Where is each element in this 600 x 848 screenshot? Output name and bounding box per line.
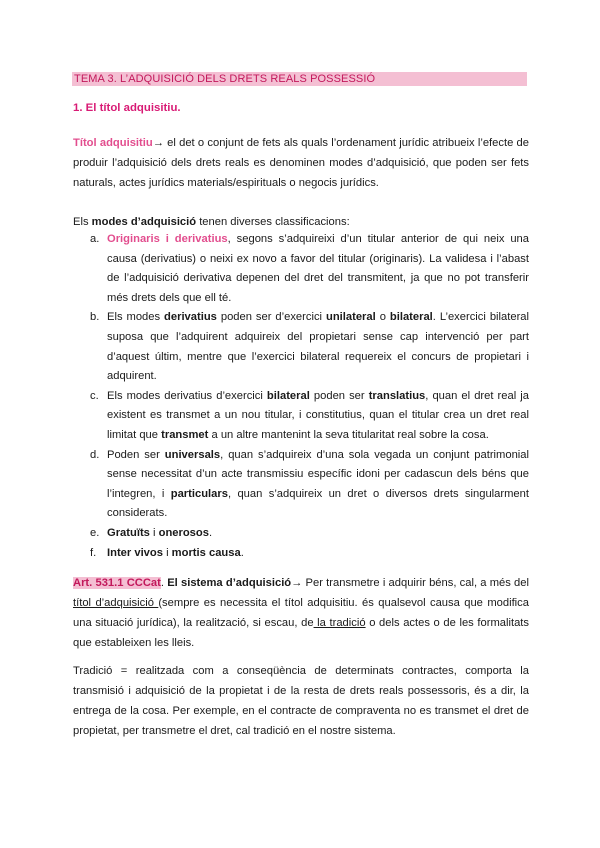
item-text: , quan s’adquireix d’una sola vegada un conjunt patrimonial sense necessitat d’un acte transmissiu específic idoni per cadascun dels béns que l’integren, i (107, 448, 529, 500)
item-text: . (240, 546, 244, 559)
underlined-term: la tradició (313, 617, 366, 629)
bold-term: translatius (368, 389, 426, 402)
item-text: Els modes (107, 311, 165, 324)
item-text: . (160, 577, 168, 589)
item-text: , quan el dret real ja existent es transmet a un nou titular, i constitutius, quan el titular crea un dret real limitat que (107, 389, 529, 441)
bold-term: bilateral (389, 311, 433, 324)
item-text: poden ser d’exercici (216, 311, 326, 324)
item-text: o dels actes o de les formalitats que estableixen les lleis. (73, 617, 530, 649)
paragraph-article (73, 573, 529, 653)
bold-term: particulars (170, 487, 228, 500)
list-item (73, 524, 529, 544)
classifications-intro (73, 212, 350, 232)
item-text: . L’exercici bilateral suposa que l’adquirent adquireix del propietari sense cap intervenció per part d’aquest últim, mentre que l’exercici bilateral requereix el concurs de propietari i adquirent. (107, 311, 530, 383)
classification-list (73, 230, 529, 563)
bold-term: Inter vivos (107, 546, 163, 559)
item-text: (sempre es necessita el títol adquisitiu. és qualsevol causa que modifica una situació jurídica), la realització, si escau, de (73, 597, 529, 629)
paragraph-text: el det o conjunt de fets als quals l’ordenament jurídic atribueix l’efecte de produir l’adquisició dels drets reals es denominen modes d’adquisició, que poden ser fets naturals, actes jurídics materials/espirituals o negocis jurídics. (73, 137, 529, 189)
list-item (73, 308, 529, 386)
item-text: o (375, 311, 390, 324)
intro-text-end: tenen diverses classificacions: (196, 216, 350, 228)
item-text: Els modes derivatius d’exercici (107, 389, 267, 402)
list-marker: e. (90, 526, 100, 539)
bold-term: unilateral (326, 311, 376, 324)
intro-bold-term: modes d’adquisició (91, 216, 197, 228)
list-item (73, 544, 529, 564)
section-heading: 1. El títol adquisitiu. (73, 102, 181, 114)
bold-term: Gratuïts (107, 526, 150, 539)
arrow-glyph: → (152, 137, 164, 149)
list-marker: d. (90, 448, 100, 461)
item-text: , quan s’adquireix un dret o diversos drets singularment considerats. (107, 487, 529, 520)
bold-term: universals (164, 448, 221, 461)
item-text: Poden ser (107, 448, 165, 461)
item-text: Per transmetre i adquirir béns, cal, a més del (302, 577, 529, 589)
item-text: . (208, 526, 213, 539)
bold-term: bilateral (266, 389, 310, 402)
term-originaris: Originaris i derivatius (107, 233, 228, 245)
bold-term: transmet (161, 428, 209, 441)
list-marker: c. (90, 389, 99, 402)
term-titol-adquisitiu: Títol adquisitiu (73, 137, 153, 149)
topic-title: TEMA 3. L’ADQUISICIÓ DELS DRETS REALS POSSESSIÓ (72, 72, 527, 86)
paragraph-tradicio: Tradició = realitzada com a conseqüència de determinats contractes, comporta la transmisió i adquisició de la propietat i de la resta de drets reals possessoris, és a dir, la entrega de la cosa. Per exemple, en el contracte de compraventa no es transmet el dret de propietat, per transmetre el dret, cal tradició en el nostre sistema. (73, 665, 529, 737)
intro-text: Els (73, 216, 92, 228)
item-text: poden ser (309, 389, 369, 402)
list-item (73, 230, 529, 308)
item-text: i (149, 526, 159, 539)
bold-term: derivatius (164, 311, 217, 324)
bold-term: onerosos (158, 526, 209, 539)
list-marker: a. (90, 233, 100, 245)
arrow-glyph: → (291, 577, 303, 589)
underlined-term: títol d’adquisició (73, 597, 159, 609)
item-text: i (162, 546, 172, 559)
item-text: , segons s’adquireixi d’un titular anterior de qui neix una causa (derivatius) o neixi ex novo a favor del titular (originaris). La validesa i l’abast de l’adquisició derivativa depenen del dret del transmitent, ja que no pot transferir més drets dels que ell té. (107, 233, 529, 304)
list-item (73, 387, 529, 446)
list-marker: f. (90, 546, 97, 559)
bold-term: El sistema d’adquisició (167, 577, 292, 589)
item-text: a un altre mantenint la seva titularitat real sobre la cosa. (208, 428, 489, 441)
bold-term: mortis causa (171, 546, 241, 559)
article-reference: Art. 531.1 CCCat (73, 577, 161, 589)
list-item (73, 446, 529, 524)
list-marker: b. (90, 311, 100, 324)
paragraph-titol-adquisitiu (73, 133, 529, 193)
